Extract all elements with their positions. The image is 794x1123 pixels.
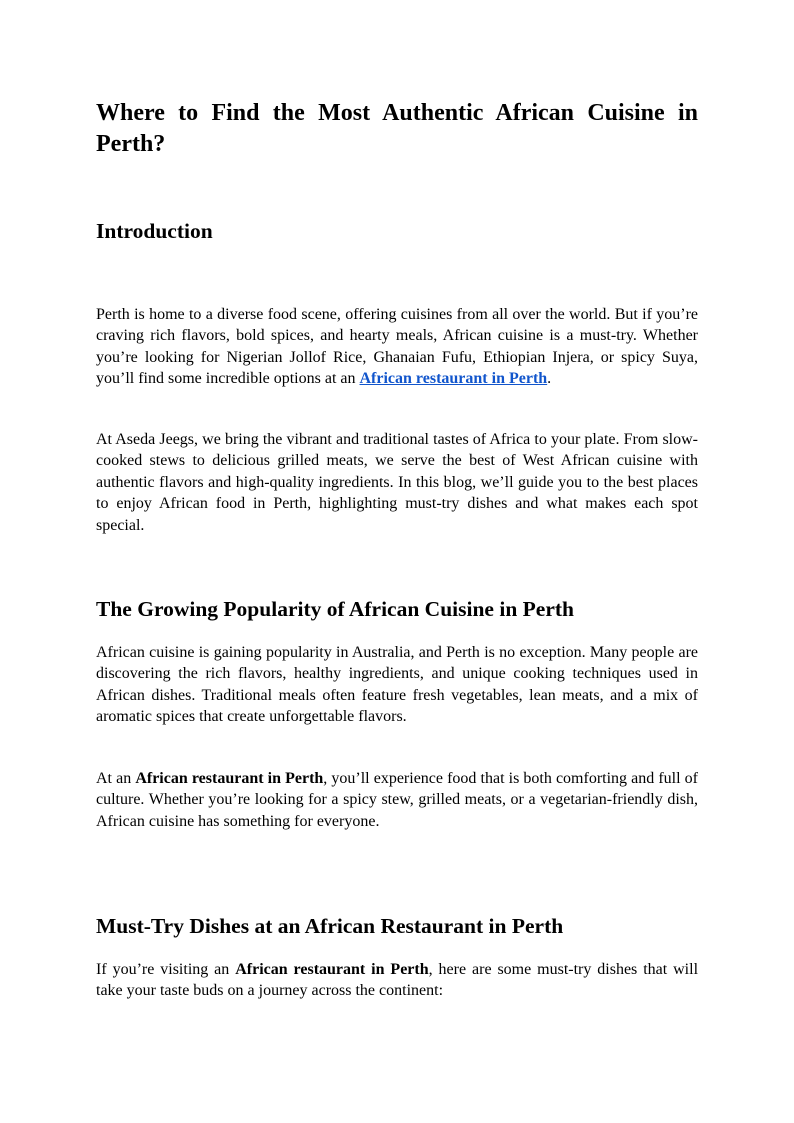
- bold-phrase-restaurant-2: African restaurant in Perth: [235, 961, 429, 978]
- section-heading-popularity: The Growing Popularity of African Cuisine in Perth: [96, 597, 574, 621]
- popularity-paragraph-1: African cuisine is gaining popularity in Australia, and Perth is no exception. Many people are discovering the rich flavors, healthy ingredients, and unique cooking techniques used in African dishes. Traditional meals often feature fresh vegetables, lean meats, and a mix of aromatic spices that create unforgettable flavors.: [96, 644, 698, 726]
- african-restaurant-link[interactable]: African restaurant in Perth: [359, 370, 548, 388]
- popularity-paragraph-2-start: At an: [96, 770, 136, 787]
- intro-paragraph-1-text: Perth is home to a diverse food scene, offering cuisines from all over the world. But if you’re craving rich flavors, bold spices, and hearty meals, African cuisine is a must-try. Whether you’re looking for Nigerian Jollof Rice, Ghanaian Fufu, Ethiopian Injera, or spicy Suya, you’ll find some incredible options at an: [96, 306, 698, 388]
- must-try-paragraph-text: , here are some must-try dishes that will take your taste buds on a journey across the continent:: [96, 961, 699, 1000]
- must-try-paragraph-start: If you’re visiting an: [96, 961, 236, 978]
- section-heading-must-try: Must-Try Dishes at an African Restaurant in Perth: [96, 914, 564, 938]
- intro-paragraph-2: At Aseda Jeegs, we bring the vibrant and traditional tastes of Africa to your plate. From slow-cooked stews to delicious grilled meats, we serve the best of West African cuisine with authentic flavors and high-quality ingredients. In this blog, we’ll guide you to the best places to enjoy African food in Perth, highlighting must-try dishes and what makes each spot special.: [96, 431, 698, 534]
- bold-phrase-restaurant: African restaurant in Perth: [135, 770, 324, 787]
- page-title: Where to Find the Most Authentic African Cuisine in Perth?: [96, 100, 698, 157]
- popularity-paragraph-2: [96, 768, 698, 832]
- popularity-paragraph-2-text: , you’ll experience food that is both comforting and full of culture. Whether you’re looking for a spicy stew, grilled meats, or a vegetarian-friendly dish, African cuisine has something for everyone.: [96, 770, 698, 830]
- intro-paragraph-1-end: .: [547, 370, 552, 388]
- section-heading-introduction: Introduction: [96, 219, 213, 243]
- intro-paragraph-1: [96, 304, 698, 390]
- must-try-paragraph: [96, 959, 698, 1002]
